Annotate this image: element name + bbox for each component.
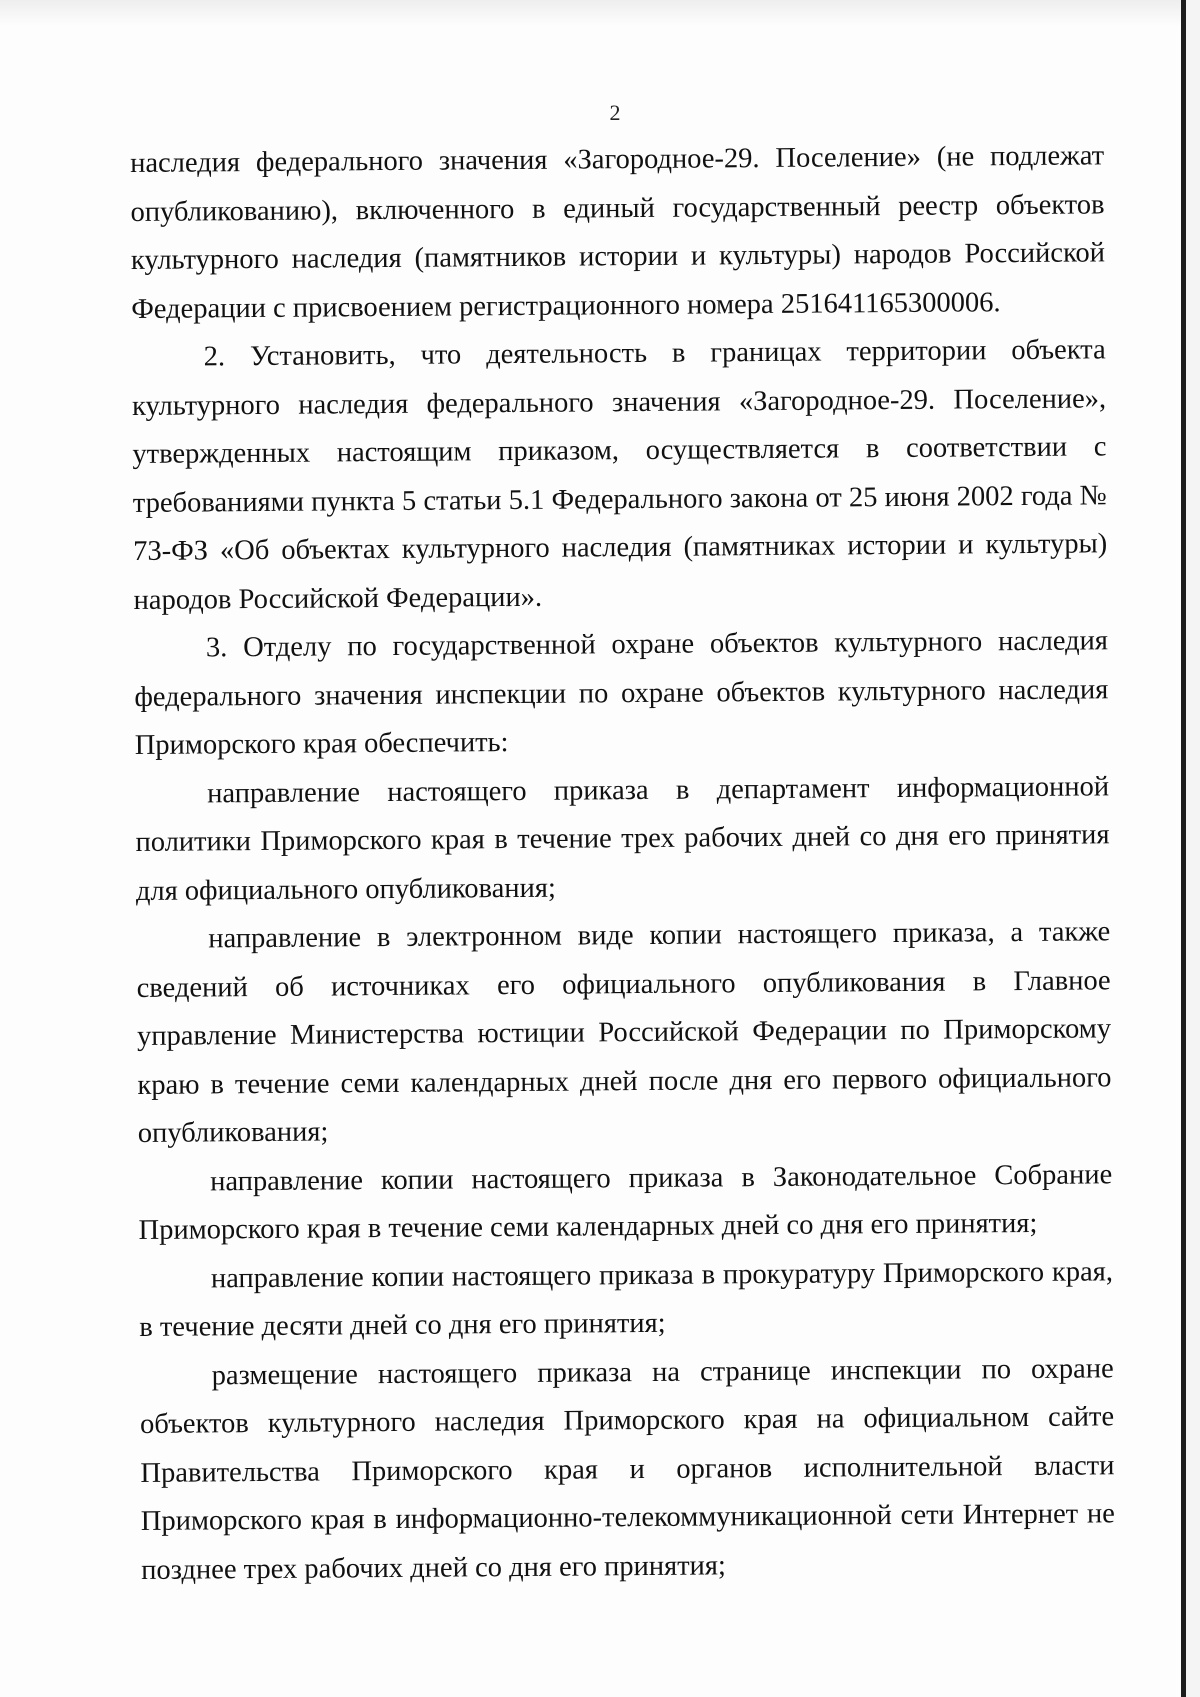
paragraph-subitem-assembly: направление копии настоящего приказа в Законодательное Собрание Приморского края в течение семи календарных дней со дня его принятия; — [138, 1158, 1113, 1246]
paragraph-subitem-prosecutor: направление копии настоящего приказа в прокуратуру Приморского края, в течение десяти дней со дня его принятия; — [139, 1255, 1114, 1343]
paragraph-item-2: 2. Установить, что деятельность в границах территории объекта культурного наследия федерального значения «Загородное-29. Поселение», утвержденных настоящим приказом, осуществляется в соответствии с требованиями пункта 5 статьи 5.1 Федерального закона от 25 июня 2002 года № 73-ФЗ «Об объектах культурного наследия (памятниках истории и культуры) народов Российской Федерации». — [131, 334, 1108, 616]
scan-margin-right — [1186, 0, 1200, 1697]
paragraph-subitem-website: размещение настоящего приказа на странице инспекции по охране объектов культурного наследия Приморского края на официальном сайте Правительства Приморского края и органов исполнительной власти Приморского края в информационно-телекоммуникационной сети Интернет не позднее трех рабочих дней со дня его принятия; — [139, 1352, 1115, 1586]
paragraph-item-3: 3. Отделу по государственной охране объектов культурного наследия федерального значения инспекции по охране объектов культурного наследия Приморского края обеспечить: — [134, 625, 1109, 761]
page-number: 2 — [609, 100, 621, 125]
scan-shadow-top — [0, 0, 1200, 26]
paragraph-continuation: наследия федерального значения «Загородное-29. Поселение» (не подлежат опубликованию), включенного в единый государственный реестр объектов культурного наследия (памятников истории и культуры) народов Российской Федерации с присвоением регистрационного номера 251641165300006. — [130, 140, 1106, 325]
document-body — [130, 132, 1115, 1595]
paragraph-subitem-publication: направление настоящего приказа в департамент информационной политики Приморского края в течение трех рабочих дней со дня его принятия для официального опубликования; — [135, 770, 1110, 907]
paragraph-subitem-ministry: направление в электронном виде копии настоящего приказа, а также сведений об источниках его официального опубликования в Главное управление Министерства юстиции Российской Федерации по Приморскому краю в течение семи календарных дней после дня его первого официального опубликования; — [136, 916, 1112, 1149]
scan-edge-line — [1181, 0, 1186, 1697]
